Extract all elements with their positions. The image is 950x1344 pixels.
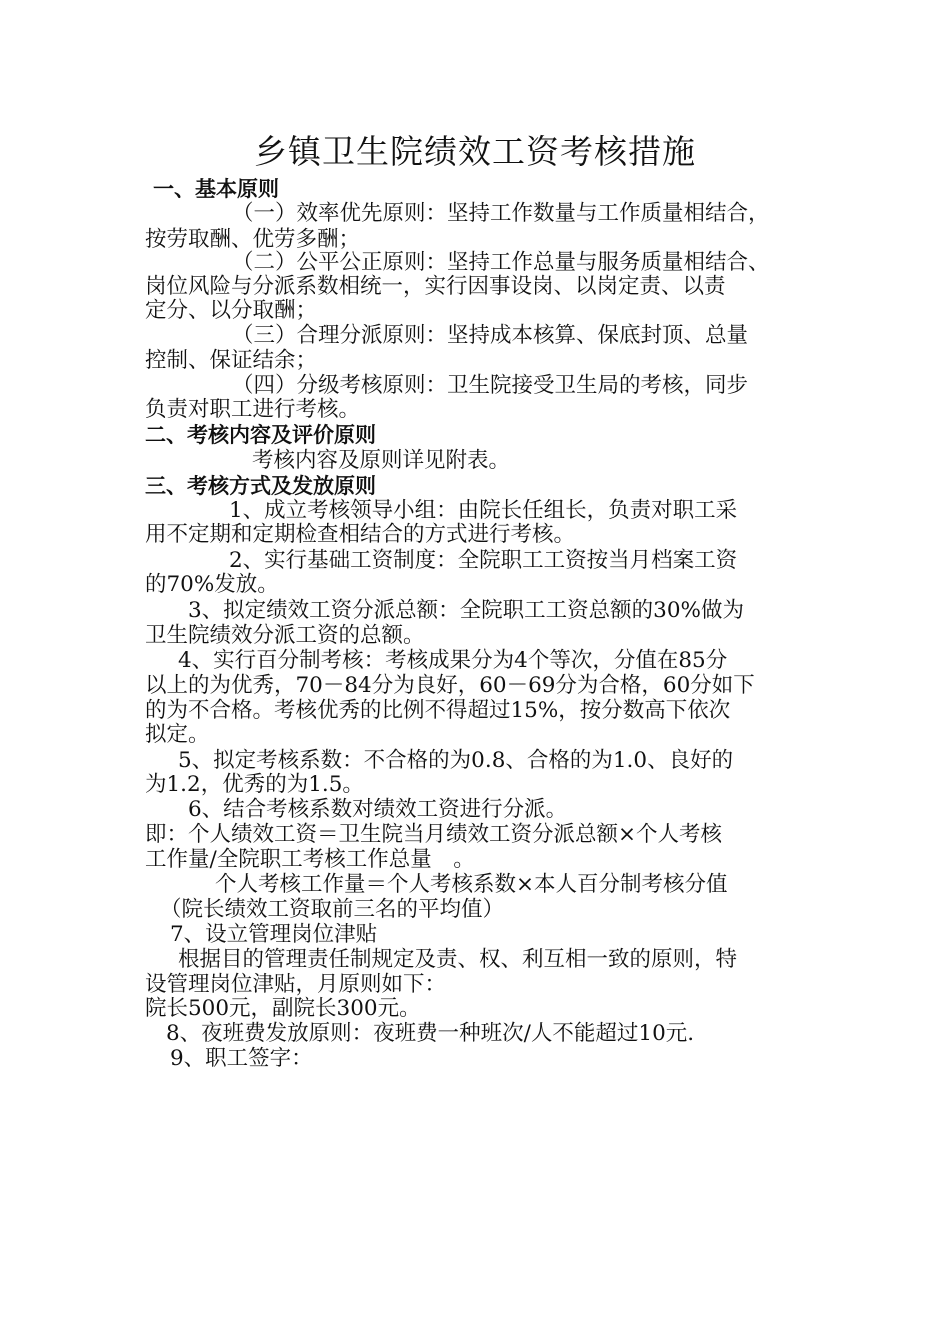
document-title: 乡镇卫生院绩效工资考核措施 xyxy=(254,132,696,171)
paragraph-line: （一）效率优先原则：坚持工作数量与工作质量相结合， xyxy=(232,201,770,226)
paragraph-line: 定分、以分取酬； xyxy=(145,298,318,323)
paragraph-line: （四）分级考核原则：卫生院接受卫生局的考核，同步 xyxy=(232,373,749,398)
paragraph-line: 负责对职工进行考核。 xyxy=(145,397,361,422)
paragraph-line: 即：个人绩效工资＝卫生院当月绩效工资分派总额×个人考核 xyxy=(145,822,723,847)
paragraph-line: 岗位风险与分派系数相统一，实行因事设岗、以岗定责、以责 xyxy=(145,274,726,299)
section-heading-basic-principles: 一、基本原则 xyxy=(153,177,279,201)
paragraph-line: 6、结合考核系数对绩效工资进行分派。 xyxy=(188,797,568,822)
paragraph-line: 卫生院绩效分派工资的总额。 xyxy=(145,623,425,648)
paragraph-line: 拟定。 xyxy=(145,722,210,747)
paragraph-line: 根据目的管理责任制规定及责、权、利互相一致的原则，特 xyxy=(178,947,738,972)
paragraph-line: （二）公平公正原则：坚持工作总量与服务质量相结合、 xyxy=(232,250,770,275)
paragraph-line: 的70%发放。 xyxy=(145,572,279,597)
section-heading-assessment-content: 二、考核内容及评价原则 xyxy=(145,423,376,447)
paragraph-line: 8、夜班费发放原则：夜班费一种班次/人不能超过10元. xyxy=(166,1021,695,1046)
paragraph-line: 5、拟定考核系数：不合格的为0.8、合格的为1.0、良好的 xyxy=(178,748,734,773)
paragraph-line: 以上的为优秀，70－84分为良好，60－69分为合格，60分如下 xyxy=(145,673,755,698)
paragraph-line: 院长500元，副院长300元。 xyxy=(145,996,421,1021)
paragraph-line: 工作量/全院职工考核工作总量 。 xyxy=(145,847,475,872)
paragraph-line: （三）合理分派原则：坚持成本核算、保底封顶、总量 xyxy=(232,323,749,348)
paragraph-line: 4、实行百分制考核：考核成果分为4个等次，分值在85分 xyxy=(178,648,728,673)
paragraph-line: 1、成立考核领导小组：由院长任组长，负责对职工采 xyxy=(229,498,738,523)
paragraph-line: 2、实行基础工资制度：全院职工工资按当月档案工资 xyxy=(229,548,738,573)
paragraph-line: 控制、保证结余； xyxy=(145,348,318,373)
paragraph-line: 考核内容及原则详见附表。 xyxy=(252,448,511,473)
paragraph-line: 9、职工签字： xyxy=(170,1046,313,1071)
paragraph-line: 设管理岗位津贴，月原则如下： xyxy=(145,972,447,997)
paragraph-line: 个人考核工作量＝个人考核系数×本人百分制考核分值 xyxy=(215,872,728,897)
paragraph-line: 为1.2，优秀的为1.5。 xyxy=(145,772,364,797)
section-heading-assessment-method: 三、考核方式及发放原则 xyxy=(145,474,376,498)
paragraph-line: （院长绩效工资取前三名的平均值） xyxy=(160,897,505,922)
paragraph-line: 的为不合格。考核优秀的比例不得超过15%，按分数高下依次 xyxy=(145,698,731,723)
paragraph-line: 用不定期和定期检查相结合的方式进行考核。 xyxy=(145,522,576,547)
paragraph-line: 3、拟定绩效工资分派总额：全院职工工资总额的30%做为 xyxy=(188,598,744,623)
paragraph-line: 7、设立管理岗位津贴 xyxy=(170,922,378,947)
paragraph-line: 按劳取酬、优劳多酬； xyxy=(145,227,361,252)
